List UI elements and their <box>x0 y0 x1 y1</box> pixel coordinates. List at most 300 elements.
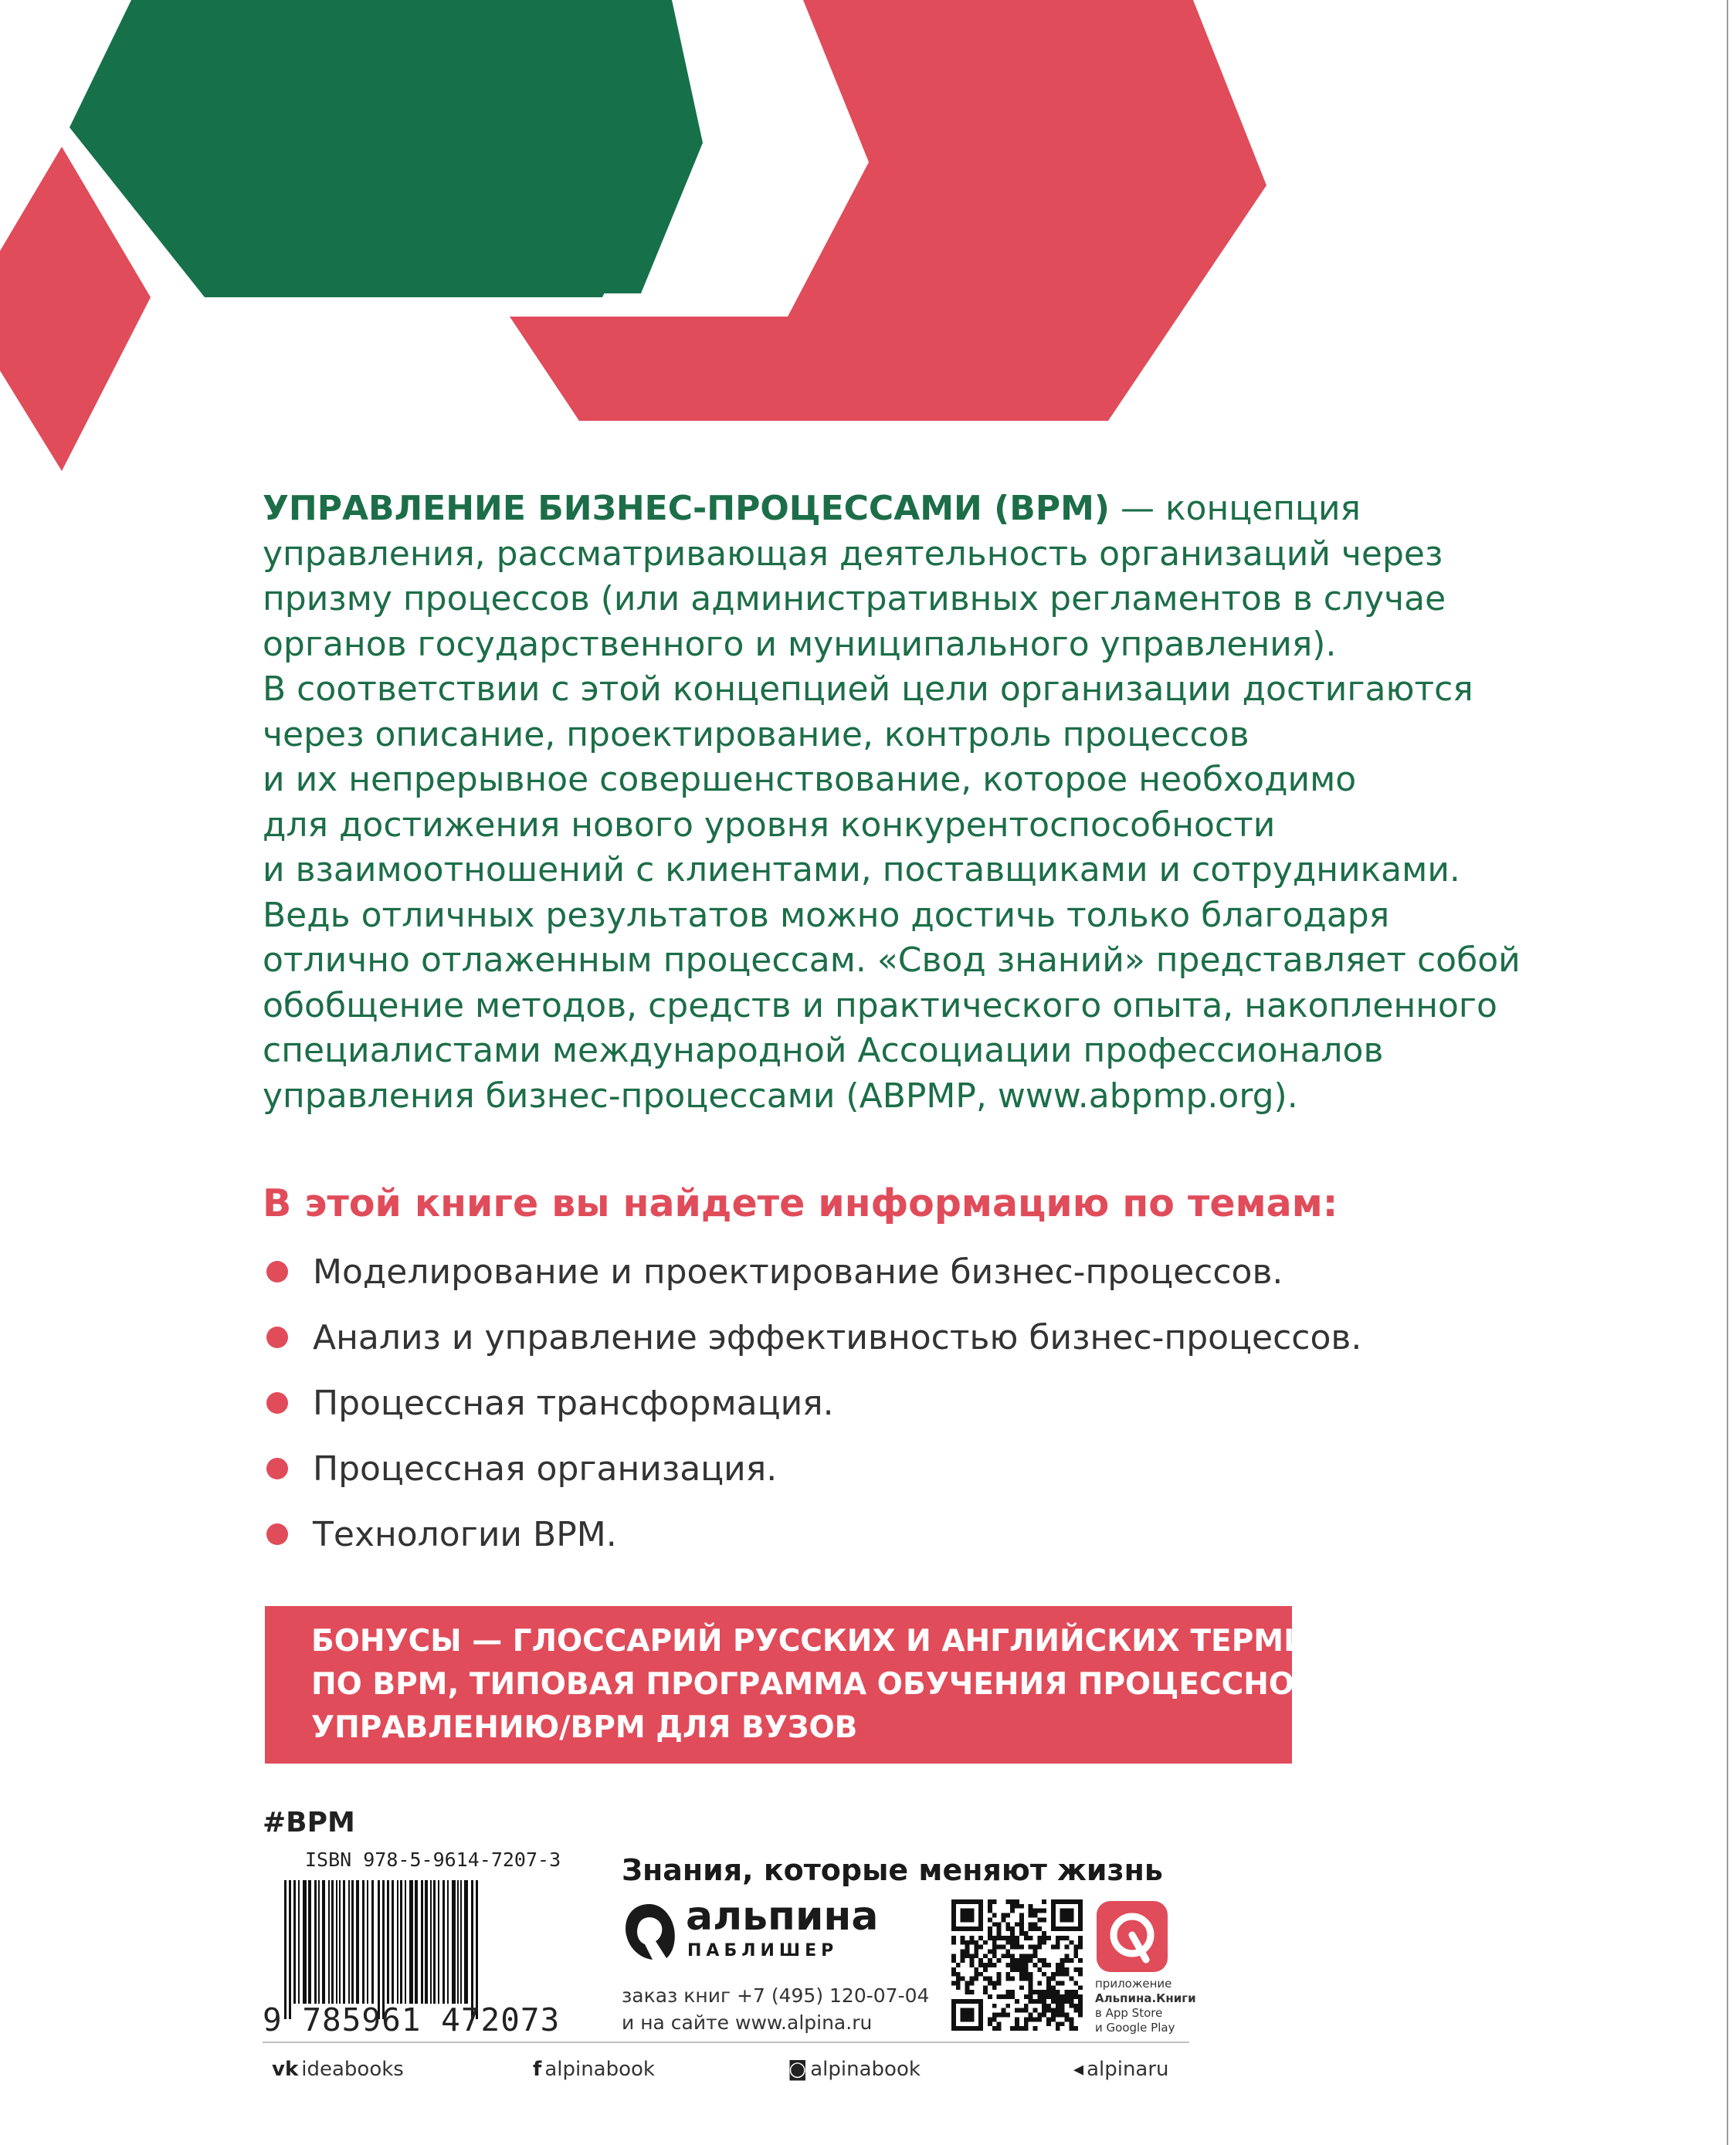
qr-module <box>961 1954 965 1958</box>
qr-module <box>1056 1972 1060 1977</box>
qr-module <box>1019 1904 1024 1909</box>
qr-module <box>1042 1990 1046 1994</box>
barcode-bar <box>433 1880 436 2004</box>
description-term: УПРАВЛЕНИЕ БИЗНЕС-ПРОЦЕССАМИ (BPM) <box>263 489 1110 528</box>
qr-module <box>1042 1958 1046 1963</box>
app-line: приложение <box>1095 1977 1172 1991</box>
social-vk[interactable] <box>272 2058 404 2081</box>
qr-module <box>1024 1958 1029 1963</box>
qr-module <box>988 1958 992 1963</box>
social-facebook[interactable] <box>533 2058 655 2081</box>
qr-module <box>1019 1922 1024 1926</box>
qr-module <box>1029 2013 1033 2018</box>
social-handle: alpinaru <box>1087 2058 1169 2081</box>
qr-module <box>1046 2021 1051 2026</box>
qr-module <box>1060 1999 1065 2004</box>
qr-module <box>1046 1936 1051 1940</box>
qr-module <box>1019 1917 1024 1922</box>
qr-module <box>1073 1967 1078 1972</box>
qr-module <box>992 1985 997 1990</box>
qr-module <box>1001 1936 1005 1940</box>
qr-module <box>1046 1990 1051 1994</box>
qr-module <box>1005 1922 1010 1926</box>
qr-module <box>1029 1985 1033 1990</box>
qr-module <box>1037 1936 1042 1940</box>
topic-text: Процессная организация. <box>313 1449 778 1489</box>
qr-module <box>1024 1977 1029 1981</box>
qr-module <box>1037 1981 1042 1986</box>
qr-module <box>1019 1958 1024 1963</box>
qr-module <box>1042 1999 1046 2004</box>
qr-module <box>1051 1994 1056 1999</box>
qr-module <box>1056 1945 1060 1950</box>
qr-module <box>1010 1958 1015 1963</box>
qr-module <box>1001 1954 1005 1958</box>
qr-module <box>992 1954 997 1958</box>
barcode-bar <box>367 1880 368 2004</box>
qr-module <box>997 1977 1002 1981</box>
qr-module <box>1033 1913 1038 1918</box>
publisher-subname: ПАБЛИШЕР <box>687 1941 839 1960</box>
qr-module <box>1037 2017 1042 2021</box>
qr-module <box>951 1940 956 1945</box>
qr-module <box>997 2021 1002 2026</box>
qr-module <box>1024 2008 1029 2013</box>
qr-module <box>1051 2013 1056 2018</box>
description-line: В соответствии с этой концепцией цели организации достигаются <box>263 669 1473 709</box>
qr-module <box>983 1985 988 1990</box>
qr-module <box>988 1949 992 1954</box>
qr-module <box>1015 1899 1019 1904</box>
qr-module <box>1056 1967 1060 1972</box>
qr-module <box>997 1994 1002 1999</box>
qr-module <box>983 1990 988 1994</box>
qr-module <box>1042 1972 1046 1977</box>
qr-module <box>965 1985 970 1990</box>
topics-title: В этой книге вы найдете информацию по темам: <box>263 1181 1338 1225</box>
qr-module <box>1060 2021 1065 2026</box>
qr-module <box>1042 2004 1046 2008</box>
qr-module <box>992 1922 997 1926</box>
barcode-bar <box>382 1880 385 2019</box>
qr-module <box>1010 1977 1015 1981</box>
qr-module <box>1073 1945 1078 1950</box>
qr-module <box>1005 1994 1010 1999</box>
qr-module <box>983 1954 988 1958</box>
qr-module <box>1060 2013 1065 2018</box>
topic-text: Технологии BPM. <box>313 1515 617 1554</box>
qr-module <box>1029 1981 1033 1986</box>
qr-module <box>1001 1994 1005 1999</box>
qr-module <box>997 1958 1002 1963</box>
qr-module <box>988 1931 992 1936</box>
qr-module <box>1001 2008 1005 2013</box>
qr-module <box>978 1958 983 1963</box>
qr-module <box>988 1994 992 1999</box>
barcode-digits: 9 785961 472073 <box>263 2001 561 2038</box>
qr-module <box>1029 1999 1033 2004</box>
publisher-name: альпина <box>686 1893 879 1940</box>
qr-module <box>1046 1985 1051 1990</box>
barcode-bar <box>387 1880 389 2004</box>
qr-module <box>965 1990 970 1994</box>
barcode-bar <box>328 1880 330 2004</box>
qr-module <box>983 1940 988 1945</box>
qr-code[interactable] <box>951 1899 1083 2031</box>
description-line: Ведь отличных результатов можно достичь только благодаря <box>263 895 1390 935</box>
qr-module <box>1073 1954 1078 1958</box>
qr-module <box>1065 2017 1070 2021</box>
qr-module <box>1042 1994 1046 1999</box>
qr-module <box>1042 1963 1046 1967</box>
qr-module <box>1060 1994 1065 1999</box>
qr-module <box>1033 2026 1038 2031</box>
facebook-icon: f <box>533 2058 542 2081</box>
barcode-bar <box>284 1880 287 2019</box>
barcode-bar <box>421 1880 423 2004</box>
barcode-bar <box>400 1880 402 2004</box>
qr-module <box>961 1909 975 1923</box>
qr-module <box>1069 1940 1073 1945</box>
qr-module <box>969 1958 974 1963</box>
qr-module <box>1073 2008 1078 2013</box>
qr-module <box>1051 1999 1056 2004</box>
qr-module <box>992 1913 997 1918</box>
bullet-icon <box>266 1458 288 1479</box>
topic-text: Моделирование и проектирование бизнес-процессов. <box>313 1252 1283 1292</box>
hexagon-decoration <box>0 0 1736 494</box>
qr-module <box>1029 2017 1033 2021</box>
barcode-bar <box>293 1880 296 2004</box>
qr-module <box>974 1977 978 1981</box>
qr-module <box>961 2008 975 2022</box>
qr-module <box>988 2021 992 2026</box>
barcode-bar <box>339 1880 341 2004</box>
qr-module <box>1065 2013 1070 2018</box>
qr-module <box>992 1981 997 1986</box>
qr-module <box>997 2013 1002 2018</box>
barcode-bar <box>356 1880 359 2004</box>
qr-module <box>1015 1945 1019 1950</box>
bonus-line: УПРАВЛЕНИЮ/BPM ДЛЯ ВУЗОВ <box>311 1710 858 1745</box>
qr-module <box>1005 1990 1010 1994</box>
qr-module <box>1010 1994 1015 1999</box>
description-line: и их непрерывное совершенствование, которое необходимо <box>263 760 1357 799</box>
barcode-bar <box>438 1880 439 2004</box>
qr-module <box>1037 1917 1042 1922</box>
qr-module <box>974 1949 978 1954</box>
qr-module <box>965 1940 970 1945</box>
qr-module <box>1065 1967 1070 1972</box>
qr-module <box>1024 2017 1029 2021</box>
qr-module <box>1024 1931 1029 1936</box>
bullet-icon <box>266 1523 288 1545</box>
topic-text: Анализ и управление эффективностью бизнес-процессов. <box>313 1318 1362 1357</box>
description-line: и взаимоотношений с клиентами, поставщиками и сотрудниками. <box>263 850 1460 890</box>
qr-module <box>1033 1926 1038 1931</box>
qr-module <box>1029 1926 1033 1931</box>
qr-module <box>1015 1967 1019 1972</box>
list-item <box>263 1440 1361 1506</box>
barcode-bar <box>348 1880 350 2004</box>
qr-module <box>1015 1936 1019 1940</box>
qr-module <box>1042 1936 1046 1940</box>
qr-module <box>1010 1940 1015 1945</box>
qr-module <box>1046 1963 1051 1967</box>
social-telegram[interactable] <box>1073 2058 1169 2081</box>
qr-module <box>1060 1967 1065 1972</box>
qr-module <box>1069 1994 1073 1999</box>
qr-module <box>1042 1917 1046 1922</box>
qr-module <box>997 1926 1002 1931</box>
list-item <box>263 1243 1361 1309</box>
description-line-0 <box>263 486 1529 532</box>
qr-module <box>1042 2013 1046 2018</box>
app-caption <box>1095 1977 1196 2035</box>
bullet-icon <box>266 1261 288 1283</box>
qr-module <box>997 1972 1002 1977</box>
qr-module <box>1015 1940 1019 1945</box>
bullet-icon <box>266 1392 288 1414</box>
qr-module <box>1033 2017 1038 2021</box>
hashtag: #BPM <box>263 1807 355 1838</box>
qr-module <box>1029 1990 1033 1994</box>
description-line: призму процессов (или административных регламентов в случае <box>263 579 1446 618</box>
qr-module <box>1037 1967 1042 1972</box>
qr-module <box>988 1977 992 1981</box>
barcode-bar <box>318 1880 320 2004</box>
topic-text: Процессная трансформация. <box>313 1384 834 1423</box>
qr-module <box>1037 1926 1042 1931</box>
qr-module <box>997 1981 1002 1986</box>
qr-module <box>1019 2026 1024 2031</box>
qr-module <box>992 1945 997 1950</box>
qr-module <box>1024 1936 1029 1940</box>
social-handle: alpinabook <box>810 2058 921 2081</box>
qr-module <box>1019 1972 1024 1977</box>
qr-module <box>1065 1994 1070 1999</box>
barcode-bar <box>371 1880 374 2004</box>
qr-module <box>1010 1904 1015 1909</box>
qr-module <box>1056 1990 1060 1994</box>
order-site: и на сайте www.alpina.ru <box>622 2011 873 2034</box>
qr-module <box>1019 2008 1024 2013</box>
publisher-slogan: Знания, которые меняют жизнь <box>622 1853 1163 1887</box>
social-handle: ideabooks <box>301 2058 404 2081</box>
qr-module <box>1065 1958 1070 1963</box>
qr-module <box>1015 1904 1019 1909</box>
qr-module <box>978 1936 983 1940</box>
qr-module <box>961 1936 965 1940</box>
qr-module <box>1029 1909 1033 1913</box>
qr-module <box>1001 1945 1005 1950</box>
app-name: Альпина.Книги <box>1095 1991 1196 2005</box>
qr-module <box>1019 1963 1024 1967</box>
qr-module <box>1042 2008 1046 2013</box>
qr-module <box>1024 1963 1029 1967</box>
qr-module <box>1015 2008 1019 2013</box>
qr-module <box>1033 1954 1038 1958</box>
bullet-icon <box>266 1327 288 1348</box>
description-line: обобщение методов, средств и практического опыта, накопленного <box>263 985 1497 1025</box>
qr-module <box>1019 1931 1024 1936</box>
qr-module <box>1073 1981 1078 1986</box>
description-line: специалистами международной Ассоциации профессионалов <box>263 1031 1384 1070</box>
qr-module <box>1033 1963 1038 1967</box>
qr-module <box>988 2017 992 2021</box>
qr-module <box>1037 1940 1042 1945</box>
qr-module <box>992 2026 997 2031</box>
qr-module <box>1051 1945 1056 1950</box>
qr-module <box>1056 1940 1060 1945</box>
qr-module <box>992 2004 997 2008</box>
qr-module <box>951 1972 956 1977</box>
qr-module <box>1073 1990 1078 1994</box>
description-line: управления, рассматривающая деятельность организаций через <box>263 534 1443 574</box>
qr-module <box>951 1958 956 1963</box>
qr-module <box>1078 1994 1083 1999</box>
qr-module <box>1060 1909 1074 1923</box>
qr-module <box>1033 1922 1038 1926</box>
qr-module <box>1065 1945 1070 1950</box>
qr-module <box>965 1945 970 1950</box>
qr-module <box>1078 2008 1083 2013</box>
qr-module <box>1029 1904 1033 1909</box>
qr-module <box>1078 1967 1083 1972</box>
qr-module <box>1010 1926 1015 1931</box>
list-item <box>263 1309 1361 1374</box>
qr-module <box>1024 1972 1029 1977</box>
barcode-bar <box>460 1880 462 2004</box>
qr-module <box>974 1967 978 1972</box>
qr-module <box>1029 1954 1033 1958</box>
social-instagram[interactable] <box>788 2058 921 2081</box>
description-line: отлично отлаженным процессам. «Свод знаний» представляет собой <box>263 940 1521 980</box>
qr-module <box>1010 1945 1015 1950</box>
bonus-line: БОНУСЫ — ГЛОССАРИЙ РУССКИХ И АНГЛИЙСКИХ ТЕРМИНОВ <box>311 1624 1383 1659</box>
barcode-bar <box>378 1880 380 2019</box>
qr-module <box>1078 1985 1083 1990</box>
qr-module <box>1037 1999 1042 2004</box>
qr-module <box>997 1922 1002 1926</box>
qr-module <box>969 1936 974 1940</box>
qr-module <box>1001 1913 1005 1918</box>
qr-module <box>1001 1917 1005 1922</box>
qr-module <box>1005 1913 1010 1918</box>
qr-module <box>1005 1977 1010 1981</box>
qr-module <box>1069 1990 1073 1994</box>
qr-module <box>1078 1936 1083 1940</box>
qr-module <box>956 1985 961 1990</box>
barcode-bar <box>442 1880 445 2004</box>
qr-module <box>1056 2013 1060 2018</box>
alpina-logo-icon <box>622 1901 677 1963</box>
qr-module <box>1029 1994 1033 1999</box>
qr-module <box>1060 1972 1065 1977</box>
qr-module <box>1069 2026 1073 2031</box>
qr-module <box>965 1981 970 1986</box>
app-icon[interactable] <box>1097 1901 1168 1972</box>
qr-module <box>1056 1963 1060 1967</box>
qr-module <box>1010 1963 1015 1967</box>
qr-module <box>974 1940 978 1945</box>
barcode-bar <box>343 1880 345 2004</box>
qr-module <box>1015 1999 1019 2004</box>
barcode-bar <box>409 1880 413 2004</box>
qr-module <box>951 1981 956 1986</box>
qr-module <box>974 1945 978 1950</box>
bonus-line: ПО BPM, ТИПОВАЯ ПРОГРАММА ОБУЧЕНИЯ ПРОЦЕССНОМУ <box>311 1667 1348 1702</box>
qr-module <box>992 1949 997 1954</box>
app-line: в App Store <box>1095 2006 1163 2020</box>
qr-module <box>1019 1985 1024 1990</box>
qr-module <box>1051 1972 1056 1977</box>
qr-module <box>1060 1963 1065 1967</box>
qr-module <box>1033 1990 1038 1994</box>
qr-module <box>1051 1985 1056 1990</box>
qr-module <box>965 1954 970 1958</box>
qr-module <box>961 1940 965 1945</box>
barcode-bar <box>405 1880 406 2004</box>
qr-module <box>1024 2021 1029 2026</box>
qr-module <box>1078 2004 1083 2008</box>
qr-module <box>992 1899 997 1904</box>
qr-module <box>1005 1954 1010 1958</box>
qr-module <box>1060 2004 1065 2008</box>
qr-module <box>1037 1994 1042 1999</box>
qr-module <box>988 1904 992 1909</box>
qr-module <box>1069 2017 1073 2021</box>
qr-module <box>1024 1994 1029 1999</box>
qr-module <box>1042 1940 1046 1945</box>
qr-module <box>1015 2026 1019 2031</box>
barcode-bar <box>314 1880 317 2004</box>
qr-module <box>1029 1922 1033 1926</box>
qr-module <box>1019 1954 1024 1958</box>
qr-module <box>1073 2026 1078 2031</box>
qr-module <box>1046 1994 1051 1999</box>
qr-module <box>1065 1990 1070 1994</box>
qr-module <box>1046 1981 1051 1986</box>
qr-module <box>1056 1994 1060 1999</box>
qr-module <box>988 1899 992 1904</box>
qr-module <box>1078 1945 1083 1950</box>
qr-module <box>1051 2017 1056 2021</box>
qr-module <box>1056 1981 1060 1986</box>
barcode-bar <box>331 1880 334 2004</box>
barcode-bar <box>476 1880 478 2019</box>
description-line: для достижения нового уровня конкурентоспособности <box>263 805 1276 845</box>
bonus-banner <box>265 1606 1383 1764</box>
qr-module <box>1033 2008 1038 2013</box>
qr-module <box>1015 2021 1019 2026</box>
qr-module <box>1010 1899 1015 1904</box>
qr-module <box>1019 1913 1024 1918</box>
qr-module <box>1005 1949 1010 1954</box>
qr-module <box>992 2017 997 2021</box>
qr-module <box>1069 2004 1073 2008</box>
barcode-bar <box>298 1880 300 2004</box>
qr-module <box>1042 1931 1046 1936</box>
qr-module <box>1005 2013 1010 2018</box>
qr-module <box>1024 2026 1029 2031</box>
qr-module <box>988 1909 992 1913</box>
qr-module <box>1056 2026 1060 2031</box>
qr-module <box>988 1981 992 1986</box>
qr-module <box>1015 1958 1019 1963</box>
qr-module <box>1019 1967 1024 1972</box>
qr-module <box>988 1917 992 1922</box>
